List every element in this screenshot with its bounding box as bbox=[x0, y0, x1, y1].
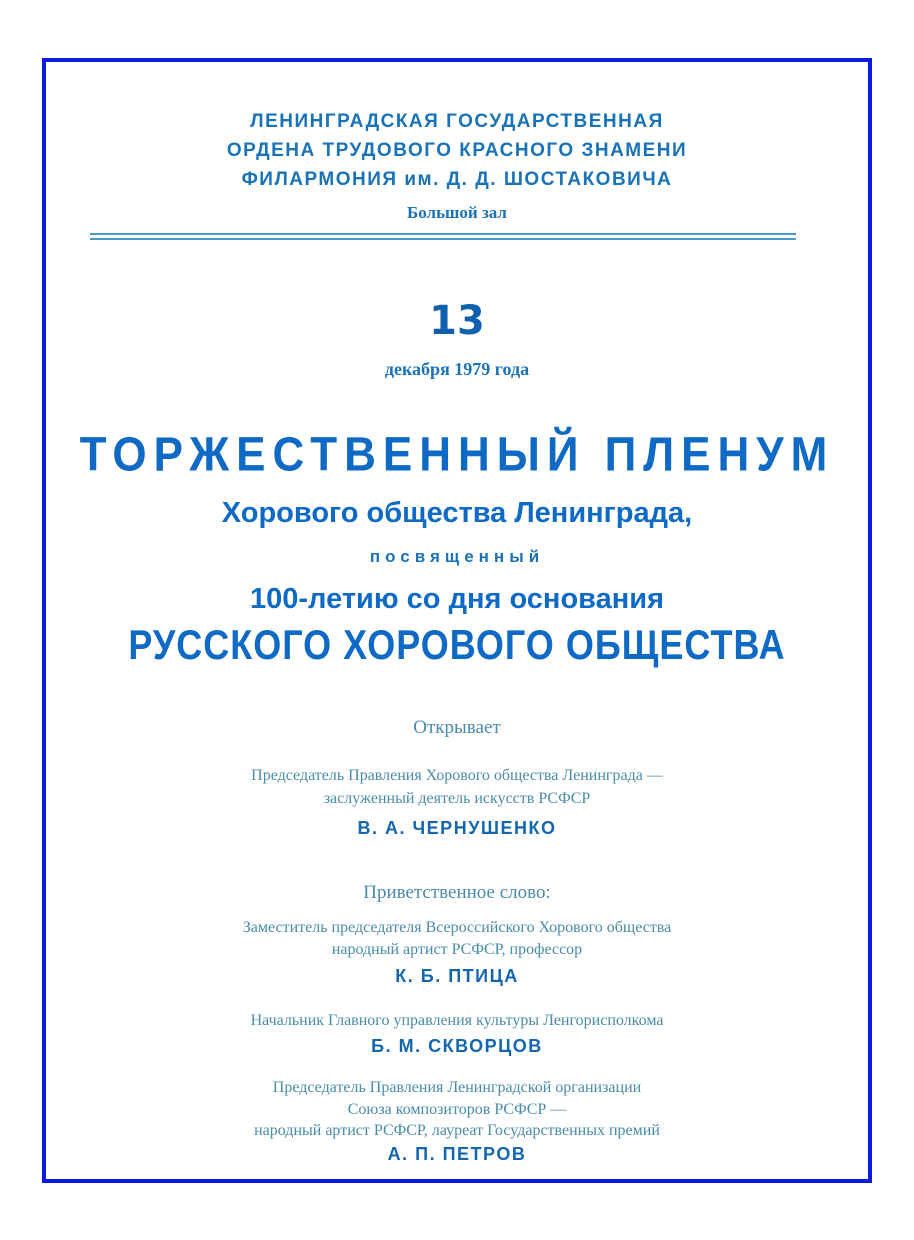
divider bbox=[90, 233, 796, 235]
society-name: РУССКОГО ХОРОВОГО ОБЩЕСТВА bbox=[128, 620, 786, 668]
speaker-role: заслуженный деятель искусств РСФСР bbox=[323, 790, 591, 807]
event-date: декабря 1979 года bbox=[384, 359, 530, 379]
speaker-role: Заместитель председателя Всероссийского Хорового общества bbox=[242, 919, 672, 936]
dedicated-text: посвященный bbox=[369, 547, 545, 566]
speaker-role: Председатель Правления Хорового общества Ленинграда — bbox=[251, 767, 663, 784]
occasion-text: 100-летию со дня основания bbox=[249, 583, 664, 615]
event-subtitle: Хорового общества Ленинграда, bbox=[221, 497, 693, 529]
speaker-name: А. П. ПЕТРОВ bbox=[387, 1144, 527, 1164]
hall-name: Большой зал bbox=[407, 203, 507, 222]
header-line: ФИЛАРМОНИЯ им. Д. Д. ШОСТАКОВИЧА bbox=[241, 169, 673, 190]
speaker-name: Б. М. СКВОРЦОВ bbox=[371, 1036, 543, 1056]
speaker-role: народный артист РСФСР, лауреат Государственных премий bbox=[254, 1122, 660, 1139]
speaker-role: народный артист РСФСР, профессор bbox=[331, 941, 583, 958]
divider bbox=[90, 238, 796, 240]
speaker-role: Союза композиторов РСФСР — bbox=[347, 1101, 567, 1118]
event-title: ТОРЖЕСТВЕННЫЙ ПЛЕНУМ bbox=[79, 427, 835, 482]
speaker-name: К. Б. ПТИЦА bbox=[395, 966, 519, 986]
speaker-role: Начальник Главного управления культуры Ленгорисполкома bbox=[250, 1012, 664, 1029]
header-line: ОРДЕНА ТРУДОВОГО КРАСНОГО ЗНАМЕНИ bbox=[226, 140, 688, 161]
opening-label: Открывает bbox=[413, 717, 501, 738]
event-day: 13 bbox=[429, 298, 485, 344]
speaker-name: В. А. ЧЕРНУШЕНКО bbox=[357, 818, 557, 838]
header-line: ЛЕНИНГРАДСКАЯ ГОСУДАРСТВЕННАЯ bbox=[250, 111, 664, 132]
greeting-label: Приветственное слово: bbox=[363, 882, 551, 903]
speaker-role: Председатель Правления Ленинградской организации bbox=[272, 1079, 642, 1096]
